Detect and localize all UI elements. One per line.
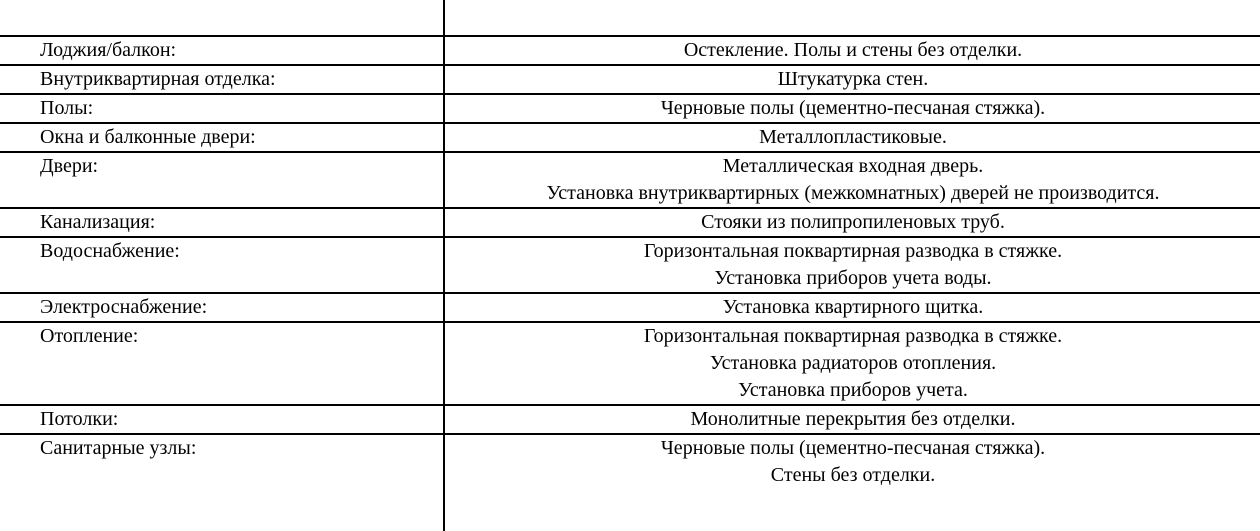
value-line: Установка квартирного щитка. bbox=[722, 296, 984, 318]
value-line: Штукатурка стен. bbox=[777, 68, 929, 90]
table-row bbox=[0, 208, 1260, 237]
row-label: Санитарные узлы: bbox=[0, 434, 444, 489]
value-line: Металлопластиковые. bbox=[759, 126, 947, 148]
table-row bbox=[0, 434, 1260, 489]
row-value bbox=[444, 65, 1260, 94]
row-label: Полы: bbox=[0, 94, 444, 123]
value-line: Стояки из полипропиленовых труб. bbox=[701, 211, 1005, 233]
row-value bbox=[444, 405, 1260, 434]
value-line: Установка радиаторов отопления. bbox=[709, 352, 997, 374]
specification-table bbox=[0, 35, 1260, 489]
row-label: Окна и балконные двери: bbox=[0, 123, 444, 152]
table-row bbox=[0, 237, 1260, 293]
value-line: Установка внутриквартирных (межкомнатных) дверей не производится. bbox=[546, 182, 1160, 204]
row-value bbox=[444, 237, 1260, 293]
table-row bbox=[0, 36, 1260, 65]
row-label: Лоджия/балкон: bbox=[0, 36, 444, 65]
table-row bbox=[0, 65, 1260, 94]
row-value bbox=[444, 293, 1260, 322]
value-line: Стены без отделки. bbox=[770, 464, 936, 486]
row-label: Водоснабжение: bbox=[0, 237, 444, 293]
table-row bbox=[0, 293, 1260, 322]
value-line: Монолитные перекрытия без отделки. bbox=[690, 408, 1016, 430]
table-row bbox=[0, 94, 1260, 123]
table-row bbox=[0, 405, 1260, 434]
value-line: Черновые полы (цементно-песчаная стяжка). bbox=[660, 97, 1046, 119]
value-line: Установка приборов учета. bbox=[738, 379, 968, 401]
table-row bbox=[0, 322, 1260, 405]
row-value bbox=[444, 434, 1260, 489]
row-value bbox=[444, 208, 1260, 237]
value-line: Горизонтальная поквартирная разводка в стяжке. bbox=[643, 325, 1063, 347]
table-row bbox=[0, 123, 1260, 152]
value-line: Остекление. Полы и стены без отделки. bbox=[683, 39, 1023, 61]
row-value bbox=[444, 322, 1260, 405]
value-line: Черновые полы (цементно-песчаная стяжка). bbox=[660, 437, 1046, 459]
row-label: Потолки: bbox=[0, 405, 444, 434]
value-line: Металлическая входная дверь. bbox=[722, 155, 984, 177]
table-row bbox=[0, 152, 1260, 208]
row-label: Двери: bbox=[0, 152, 444, 208]
row-value bbox=[444, 36, 1260, 65]
row-label: Электроснабжение: bbox=[0, 293, 444, 322]
row-value bbox=[444, 94, 1260, 123]
row-value bbox=[444, 123, 1260, 152]
row-label: Внутриквартирная отделка: bbox=[0, 65, 444, 94]
row-label: Канализация: bbox=[0, 208, 444, 237]
value-line: Установка приборов учета воды. bbox=[714, 267, 992, 289]
row-label: Отопление: bbox=[0, 322, 444, 405]
value-line: Горизонтальная поквартирная разводка в стяжке. bbox=[643, 240, 1063, 262]
row-value bbox=[444, 152, 1260, 208]
